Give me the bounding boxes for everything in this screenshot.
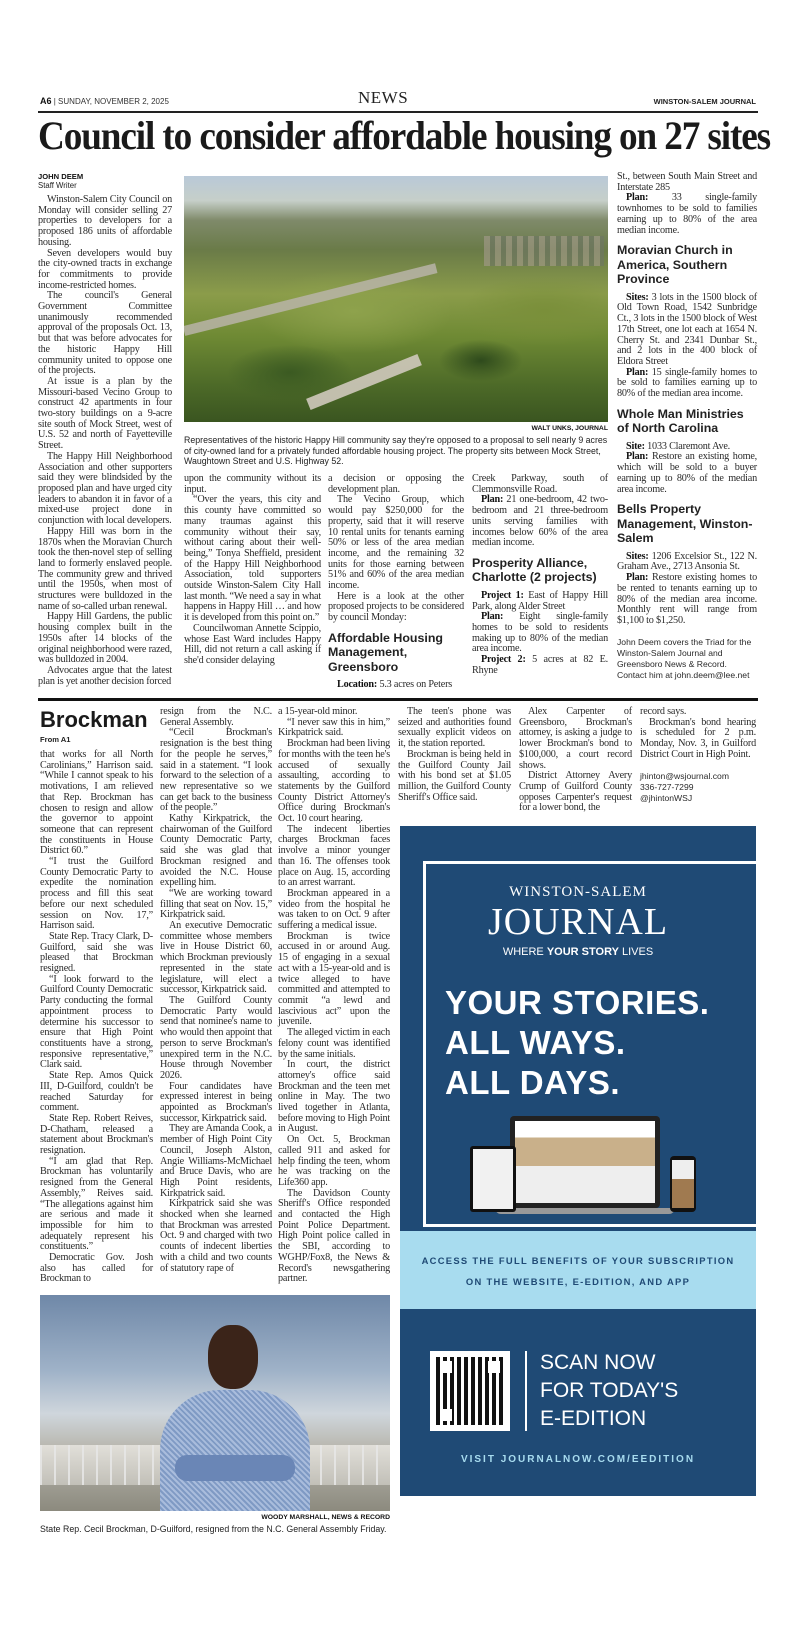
ad-devices-image bbox=[470, 1116, 700, 1226]
paragraph bbox=[40, 857, 153, 932]
paragraph-text: 33 single-family townhomes to be sold to families earning up to 80% of the area median income. bbox=[617, 192, 757, 236]
photo-road bbox=[306, 354, 422, 410]
paragraph-text: At issue is a plan by the Missouri-based Vecino Group to construct 42 apartments in four two-story buildings on a 9-acre site south of Mock Street, west of U.S. 52 and north of Fayetteville Street. bbox=[38, 375, 172, 452]
paragraph bbox=[38, 666, 172, 687]
paragraph bbox=[617, 573, 757, 627]
paragraph-text: record says. bbox=[640, 706, 687, 717]
story-column bbox=[398, 707, 511, 803]
paragraph bbox=[160, 814, 272, 889]
lead-in: Plan: bbox=[481, 494, 504, 506]
ad-benefits-band bbox=[400, 1231, 756, 1309]
paragraph bbox=[398, 750, 511, 804]
subhead: Affordable Housing Management, Greensboro bbox=[328, 630, 443, 674]
paragraph-text: Happy Hill Gardens, the public housing complex built in the 1950s after 14 blocks of the original neighborhood were razed, was bulldozed in 2004. bbox=[38, 611, 172, 666]
paragraph bbox=[160, 889, 272, 921]
paragraph-text: Advocates argue that the latest plan is yet another decision forced bbox=[38, 664, 172, 687]
paragraph-text: The Vecino Group, which would pay $250,000 for the property, said that it will reserve 10 rental units for tenants earning 50% or less of the area median income, and the remaining 32 units for those earning between 51% and 60% of the area median income. bbox=[328, 494, 464, 592]
section-divider bbox=[38, 698, 758, 701]
scan-line: SCAN NOW bbox=[540, 1351, 656, 1374]
paragraph bbox=[617, 452, 757, 495]
story-column bbox=[38, 172, 172, 687]
paragraph-text: Councilwoman Annette Scippio, whose East Ward includes Happy Hill, did not return a call asking if she'd consider delaying bbox=[184, 622, 321, 666]
section-name: NEWS bbox=[358, 88, 409, 107]
paragraph-text: Brockman had been living for months with the teen he's accused of sexually assaulting, according to statements by the Guilford County District Attorney's Office during Brockman's Oct. 10 court hearing. bbox=[278, 738, 390, 825]
ad-headline-line: YOUR STORIES. bbox=[445, 984, 710, 1021]
paragraph bbox=[40, 932, 153, 975]
paragraph-text: The Davidson County Sheriff's Office responded and contacted the High Point Police Department. High Point police called in the SBI, according to WGHP/Fox8, the News & Record's newsgathering partner. bbox=[278, 1187, 390, 1285]
lead-in: Site: bbox=[626, 440, 645, 452]
paragraph-text: East of Happy Hill Park, along Alder Street bbox=[472, 589, 608, 612]
paragraph bbox=[328, 474, 464, 495]
paragraph bbox=[38, 249, 172, 292]
paragraph bbox=[278, 1060, 390, 1135]
paragraph bbox=[472, 612, 608, 655]
photo-credit: WALT UNKS, JOURNAL bbox=[531, 425, 608, 432]
tagline-note: 336-727-7299 bbox=[640, 781, 694, 792]
paragraph bbox=[160, 921, 272, 996]
paragraph-text: 15 single-family homes to be sold to families earning up to 80% of the median area income. bbox=[617, 366, 757, 400]
paragraph-text: 1033 Claremont Ave. bbox=[644, 440, 731, 452]
story-column bbox=[519, 707, 632, 814]
paragraph bbox=[38, 195, 172, 249]
paragraph bbox=[40, 975, 153, 1071]
paragraph-text: State Rep. Amos Quick III, D-Guilford, couldn't be reached Saturday for comment. bbox=[40, 1070, 153, 1114]
paragraph-text: Brockman is twice accused in or around Aug. 15 of engaging in a sexual act with a 15-year-old and is twice alleged to have committed and attempted to commit “a lewd and lascivious act” upon the juvenile. bbox=[278, 930, 390, 1028]
paragraph bbox=[472, 474, 608, 495]
aerial-photo bbox=[184, 176, 608, 422]
paragraph-text: Eight single-family homes to be sold to residents making up to 80% of the median area income. bbox=[472, 611, 608, 655]
paragraph bbox=[40, 750, 153, 857]
tagline-pre: WHERE bbox=[502, 946, 547, 958]
paragraph-text: “Over the years, this city and this county have committed so many traumas against this community without their say, without caring about their well-being,” Tonya Sheffield, president of the Happy Hill Neighborhood Association, told supporters outside Winston-Salem City Hall last month. “We need a say in what happens in Happy Hill … and how it is developed from this point on.” bbox=[184, 494, 321, 624]
paragraph-text: State Rep. Robert Reives, D-Chatham, released a statement about Brockman's resignation. bbox=[40, 1112, 153, 1157]
byline-name: JOHN DEEM bbox=[38, 172, 84, 181]
paragraph-text: The alleged victim in each felony count was identified by the same initials. bbox=[278, 1027, 390, 1060]
photo-caption: State Rep. Cecil Brockman, D-Guilford, resigned from the N.C. General Assembly Friday. bbox=[40, 1524, 387, 1534]
paragraph-text: Democratic Gov. Josh also has called for Brockman to bbox=[40, 1252, 153, 1285]
paragraph bbox=[278, 1028, 390, 1060]
lead-in: Plan: bbox=[626, 451, 649, 463]
paragraph-text: “I am glad that Rep. Brockman has voluntarily resigned from the General Assembly,” Reives said. “The allegations against him are serious and made it impossible for him to adequately represent his constituents.” bbox=[40, 1155, 153, 1253]
paragraph-text: Creek Parkway, south of Clemmonsville Road. bbox=[472, 473, 608, 495]
paragraph bbox=[278, 1135, 390, 1189]
paragraph bbox=[160, 1199, 272, 1274]
paragraph bbox=[328, 495, 464, 591]
paragraph-text: District Attorney Avery Crump of Guilford County opposes Carpenter's request for a lower bond, the bbox=[519, 770, 632, 814]
paragraph bbox=[617, 552, 757, 573]
photo-person-head bbox=[208, 1325, 258, 1389]
lead-in: Project 1: bbox=[481, 589, 524, 601]
paragraph bbox=[519, 707, 632, 771]
ad-visit-link[interactable]: VISIT JOURNALNOW.COM/EEDITION bbox=[460, 1454, 696, 1465]
phone-icon bbox=[670, 1156, 696, 1212]
paragraph bbox=[278, 718, 390, 739]
paragraph-text: Brockman appeared in a video from the hospital he was taken to on Oct. 9 after suffering a medical issue. bbox=[278, 887, 390, 932]
ad-logo-top: WINSTON-SALEM bbox=[509, 884, 647, 900]
paragraph bbox=[278, 825, 390, 889]
paragraph-text: The Happy Hill Neighborhood Association and other supporters said they were blindsided by the proposed plan and have urged city leaders to abandon it in favor of a mixed-use project done in conjunction with local developers. bbox=[38, 450, 172, 527]
tagline-note: John Deem covers the Triad for the Winston-Salem Journal and Greensboro News & Record. Contact him at john.deem@lee.net bbox=[617, 636, 752, 681]
paragraph-text: Here is a look at the other proposed projects to be considered by council Monday: bbox=[328, 590, 464, 624]
paragraph bbox=[160, 728, 272, 814]
paragraph-text: On Oct. 5, Brockman called 911 and asked for help finding the teen, whom he was tracking on the Life360 app. bbox=[278, 1134, 390, 1188]
page-folio: A6 | SUNDAY, NOVEMBER 2, 2025 bbox=[40, 96, 169, 106]
ad-divider bbox=[525, 1351, 527, 1431]
paragraph bbox=[38, 612, 172, 666]
page-number: A6 bbox=[40, 96, 52, 106]
tagline-post: LIVES bbox=[618, 946, 654, 958]
paragraph bbox=[398, 707, 511, 750]
paragraph-text: 5.3 acres on Peters bbox=[377, 679, 453, 691]
tagline-note: @jhintonWSJ bbox=[640, 792, 693, 803]
qr-code-icon[interactable] bbox=[430, 1351, 510, 1431]
paragraph-text: “We are working toward filling that seat on Nov. 15,” Kirkpatrick said. bbox=[160, 887, 272, 921]
paragraph bbox=[160, 1124, 272, 1199]
paragraph bbox=[278, 739, 390, 825]
story-column bbox=[640, 707, 756, 804]
ad-logo-main: JOURNAL bbox=[487, 901, 669, 943]
paragraph-text: The council's General Government Committee unanimously recommended approval of the proposals Oct. 13, but that was before advocates for the historic Happy Hill community united to oppose one of the projects. bbox=[38, 290, 172, 377]
paragraph bbox=[184, 495, 321, 623]
paragraph bbox=[328, 592, 464, 624]
paragraph bbox=[38, 377, 172, 452]
paragraph bbox=[184, 624, 321, 667]
subhead: Prosperity Alliance, Charlotte (2 projects) bbox=[472, 555, 597, 585]
paragraph bbox=[160, 1082, 272, 1125]
tagline-bold: YOUR STORY bbox=[546, 946, 619, 958]
paragraph-text: Alex Carpenter of Greensboro, Brockman's attorney, is asking a judge to lower Brockman's bond to $100,000, a court record shows. bbox=[519, 706, 632, 771]
story-column bbox=[472, 474, 608, 677]
paragraph-text: Winston-Salem City Council on Monday will consider selling 27 properties to developers for a proposed 186 units of affordable housing. bbox=[38, 194, 172, 248]
page-date: SUNDAY, NOVEMBER 2, 2025 bbox=[58, 97, 169, 106]
scan-line: FOR TODAY'S bbox=[540, 1379, 679, 1402]
subhead: Moravian Church in America, Southern Province bbox=[617, 243, 733, 287]
paragraph-text: 3 lots in the 1500 block of Old Town Road, 1542 Sunbridge Ct., 3 lots in the 1500 block of West 17th Street, one lot each at 1654 N. Cherry St. and 2341 Dunbar St., and 2 lots in the 400 block of Eldora Street bbox=[617, 291, 757, 367]
photo-road bbox=[184, 263, 437, 336]
paragraph-text: An executive Democratic committee whose members live in House District 60, which Brockman previously represented in the state legislature, will elect a successor, Kirkpatrick said. bbox=[160, 920, 272, 996]
story-headline: Council to consider affordable housing on 27 sites bbox=[38, 113, 771, 158]
paragraph-text: resign from the N.C. General Assembly. bbox=[160, 706, 272, 728]
paragraph bbox=[40, 1253, 153, 1285]
paragraph-text: The Guilford County Democratic Party would send that nominee's name to who would then appoint that person to serve Brockman's unexpired term in the N.C. House through November 2026. bbox=[160, 994, 272, 1081]
photo-credit: WOODY MARSHALL, NEWS & RECORD bbox=[261, 1514, 390, 1521]
paragraph bbox=[617, 172, 757, 193]
paragraph bbox=[160, 996, 272, 1082]
paragraph-text: They are Amanda Cook, a member of High Point City Council, Joseph Alston, Angie Williams-McMichael and Bruce Davis, who are High Point residents, Kirkpatrick said. bbox=[160, 1123, 272, 1199]
paragraph-text: Seven developers would buy the city-owned tracts in exchange for commitments to provide income-restricted homes. bbox=[38, 247, 172, 291]
paragraph bbox=[617, 193, 757, 236]
tablet-icon bbox=[470, 1146, 516, 1212]
paragraph-text: The teen's phone was seized and authorities found sexually explicit videos on it, the station reported. bbox=[398, 706, 511, 750]
jump-headline: Brockman bbox=[40, 707, 148, 732]
paragraph bbox=[160, 707, 272, 728]
paragraph-text: The indecent liberties charges Brockman faces involve a minor younger than 16. The offenses took place on Aug. 15, according to an arrest warrant. bbox=[278, 823, 390, 889]
paragraph bbox=[38, 527, 172, 613]
photo-person-arms bbox=[175, 1455, 295, 1481]
paragraph-text: In court, the district attorney's office said Brockman and the teen met online in May. The two lived together in Atlanta, before moving to High Point in August. bbox=[278, 1059, 390, 1135]
paragraph bbox=[617, 368, 757, 400]
paragraph bbox=[472, 495, 608, 549]
paragraph bbox=[328, 680, 464, 691]
lead-in: Plan: bbox=[626, 572, 649, 584]
paragraph-text: Restore an existing home, which will be sold to a buyer earning up to 80% of the median area income. bbox=[617, 451, 757, 495]
paragraph-text: Restore existing homes to be rented to tenants earning up to 80% of the median area income. Monthly rent will range from $1,100 to $1,250. bbox=[617, 572, 757, 626]
paragraph bbox=[38, 452, 172, 527]
paragraph-text: Brockman's bond hearing is scheduled for 2 p.m. Monday, Nov. 3, in Guilford District Court in High Point. bbox=[640, 716, 756, 760]
paragraph bbox=[40, 1157, 153, 1253]
byline-title: Staff Writer bbox=[38, 181, 77, 190]
paragraph-text: St., between South Main Street and Interstate 285 bbox=[617, 171, 757, 193]
paragraph-text: Kathy Kirkpatrick, the chairwoman of the Guilford County Democratic Party, said she was glad that Brockman resigned and avoided the N.C. House expelling him. bbox=[160, 813, 272, 889]
subscription-ad[interactable] bbox=[400, 826, 756, 1496]
story-column bbox=[278, 707, 390, 1285]
paragraph bbox=[472, 591, 608, 612]
paragraph-text: 5 acres at 82 E. Rhyne bbox=[472, 654, 608, 676]
photo-person-body bbox=[160, 1390, 310, 1511]
paragraph bbox=[472, 655, 608, 676]
paragraph bbox=[184, 474, 321, 495]
subhead: Whole Man Ministries of North Carolina bbox=[617, 406, 744, 436]
story-column bbox=[617, 172, 757, 682]
photo-houses bbox=[484, 236, 604, 266]
ad-tagline bbox=[400, 946, 756, 958]
paragraph bbox=[40, 1071, 153, 1114]
paragraph-text: “I never saw this in him,” Kirkpatrick said. bbox=[278, 716, 390, 739]
paragraph-text: “I look forward to the Guilford County Democratic Party conducting the formal appointment process to determine his successor to ensure that High Point constituents have a strong, responsive representative,” Clark said. bbox=[40, 973, 153, 1071]
story-column bbox=[160, 707, 272, 1274]
paragraph-text: “I trust the Guilford County Democratic Party to expedite the nomination process and fill this seat before our next scheduled session on Nov. 17,” Harrison said. bbox=[40, 856, 153, 932]
paragraph bbox=[278, 932, 390, 1028]
lead-in: Location: bbox=[337, 679, 378, 691]
lead-in: Project 2: bbox=[481, 654, 526, 666]
paragraph-text: 1206 Excelsior St., 122 N. Graham Ave., 2713 Ansonia St. bbox=[617, 550, 757, 573]
lead-in: Plan: bbox=[626, 192, 649, 204]
paragraph bbox=[519, 771, 632, 814]
lead-in: Plan: bbox=[626, 366, 649, 378]
paragraph bbox=[278, 889, 390, 932]
newspaper-name: WINSTON-SALEM JOURNAL bbox=[653, 97, 756, 106]
paragraph-text: Four candidates have expressed interest in being appointed as Brockman's successor, Kirkpatrick said. bbox=[160, 1080, 272, 1124]
paragraph-text: 21 one-bedroom, 42 two-bedroom and 21 three-bedroom units serving families with incomes below 60% of the area median income. bbox=[472, 494, 608, 549]
subhead: Bells Property Management, Winston-Salem bbox=[617, 502, 753, 546]
paragraph bbox=[40, 1114, 153, 1157]
jump-line: From A1 bbox=[40, 735, 71, 744]
ad-headline-line: ALL WAYS. bbox=[445, 1024, 626, 1061]
ad-headline-line: ALL DAYS. bbox=[445, 1064, 621, 1101]
paragraph-text: upon the community without its input. bbox=[184, 473, 321, 495]
paragraph-text: Happy Hill was born in the 1870s when the Moravian Church took the then-novel step of selling land to formerly enslaved people. The community grew and thrived until the 1950s, when most of structures were bulldozed in the name of so-called urban renewal. bbox=[38, 525, 172, 612]
scan-line: E-EDITION bbox=[540, 1407, 647, 1430]
lead-in: Sites: bbox=[626, 291, 649, 303]
brockman-photo bbox=[40, 1295, 390, 1511]
paragraph-text: a 15-year-old minor. bbox=[278, 706, 358, 717]
story-column bbox=[40, 750, 153, 1285]
lead-in: Plan: bbox=[481, 611, 504, 623]
paragraph-text: a decision or opposing the development plan. bbox=[328, 473, 464, 495]
paragraph-text: Brockman is being held in the Guilford County Jail with his bond set at $1.05 million, the Guilford County Sheriff's Office said. bbox=[398, 748, 511, 803]
paragraph-text: Kirkpatrick said she was shocked when she learned that Brockman was arrested Oct. 9 and charged with two counts of indecent liberties with a child and two counts of statutory rape of bbox=[160, 1198, 272, 1274]
paragraph bbox=[617, 293, 757, 368]
band-line: ACCESS THE FULL BENEFITS OF YOUR SUBSCRIPTION bbox=[421, 1255, 735, 1266]
laptop-icon bbox=[510, 1116, 660, 1208]
story-column bbox=[184, 474, 321, 667]
paragraph-text: State Rep. Tracy Clark, D-Guilford, said she was pleased that Brockman resigned. bbox=[40, 930, 153, 975]
story-column bbox=[328, 474, 464, 691]
lead-in: Sites: bbox=[626, 550, 649, 562]
paragraph-text: “Cecil Brockman's resignation is the best thing for the people he serves,” said in a statement. “I look forward to the selection of a new representative so we can get back to the business of the people.” bbox=[160, 727, 272, 814]
tagline-note: jhinton@wsjournal.com bbox=[640, 770, 729, 781]
paragraph bbox=[278, 1189, 390, 1285]
photo-caption: Representatives of the historic Happy Hill community say they're opposed to a proposal to sell nearly 9 acres of city-owned land for a privately funded affordable housing project. The property sits between Mock Street, Waughtown Street and U.S. Highway 52. bbox=[184, 435, 608, 467]
band-line: ON THE WEBSITE, E-EDITION, AND APP bbox=[465, 1276, 691, 1287]
paragraph bbox=[38, 291, 172, 377]
paragraph-text: that works for all North Carolinians,” Harrison said. “While I cannot speak to his motivations, I am relieved that Rep. Brockman has chosen to resign and allow the governor to appoint someone that can represent the constituents in House District 60.” bbox=[40, 749, 153, 857]
paragraph bbox=[640, 718, 756, 761]
